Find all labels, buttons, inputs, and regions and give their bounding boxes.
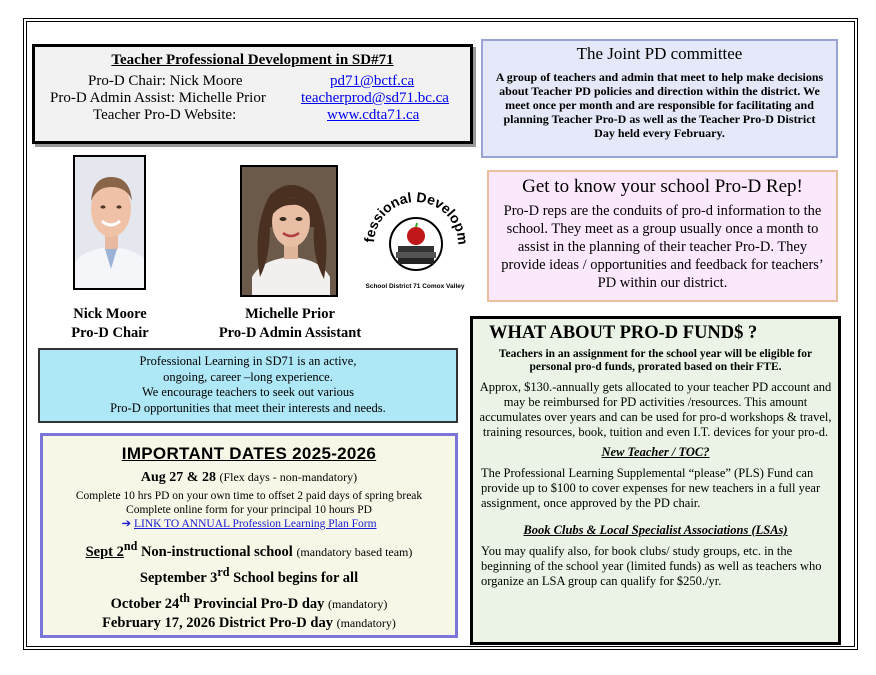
oct-24-date: October 24 [110,595,180,612]
funds-intro: Teachers in an assignment for the school year will be eligible for personal pro-d funds, prorated based on their FTE. [498,348,813,373]
sept-2-text: Non-instructional school [137,543,293,560]
sept-3-row [43,562,455,588]
contact-title: Teacher Professional Development in SD#71 [111,52,394,68]
nick-moore-caption [60,305,160,343]
plan-form-link-row [43,517,455,532]
website-label: Teacher Pro-D Website: [93,107,237,123]
sept-3-sup: rd [217,564,230,579]
chair-label: Pro-D Chair: Nick Moore [88,73,243,89]
nick-moore-photo [73,155,146,290]
aug-date: Aug 27 & 28 [140,470,216,485]
contact-row-admin [35,90,470,107]
joint-body: A group of teachers and admin that meet to help make decisions about Teacher PD policies and direction within the district. We meet once per month and are responsible for facilitating and planning Teacher Pro-D as well as the Teacher Pro-D District Day held every February. [495,70,824,140]
joint-title: The Joint PD committee [576,44,743,63]
sept-2-date: Sept 2 [85,543,124,560]
oct-24-text: Provincial Pro-D day [190,595,325,612]
contact-box [32,44,473,144]
learning-line-4: Pro-D opportunities that meet their interests and needs. [110,400,386,415]
toc-title: New Teacher / TOC? [601,445,710,459]
arrow-icon: ➔ [121,518,132,530]
aug-line-1: Complete 10 hrs PD on your own time to offset 2 paid days of spring break [75,490,423,502]
website-link[interactable]: www.cdta71.ca [327,107,420,123]
important-dates-box [40,433,458,638]
aug-flex-days [43,470,455,486]
nick-moore-role: Pro-D Chair [71,325,149,341]
sept-3-text: School begins for all [229,569,359,586]
sept-2-row [43,536,455,562]
oct-24-row [43,588,455,614]
sept-2-note: (mandatory based team) [296,544,413,559]
michelle-prior-photo [240,165,338,297]
rep-body: Pro-D reps are the conduits of pro-d information to the school. They meet as a group usually once a month to assist in the planning of their teacher Pro-D. They provide ideas / opportunities and feedback for teachers’ PD within our district. [501,203,824,291]
michelle-prior-caption [205,305,375,343]
admin-label: Pro-D Admin Assist: Michelle Prior [50,90,266,106]
pro-d-rep-box [487,170,838,302]
toc-body: The Professional Learning Supplemental “please” (PLS) Fund can provide up to $100 to cover expenses for new teachers in a full year assignment, once approved by the PD chair. [481,466,821,510]
chair-email-link[interactable]: pd71@bctf.ca [330,73,415,89]
sept-3-date: September 3 [139,569,218,586]
rep-title: Get to know your school Pro-D Rep! [522,176,803,197]
nick-moore-name: Nick Moore [73,306,147,322]
learning-line-1: Professional Learning in SD71 is an active, [139,354,357,368]
feb-17-text: February 17, 2026 District Pro-D day [102,615,333,632]
oct-24-sup: th [179,590,190,605]
clubs-body: You may qualify also, for book clubs/ study groups, etc. in the beginning of the school year (limited funds) as well as teachers who organize an LSA group can qualify for $250./yr. [481,544,822,588]
funds-approx: Approx, $130.-annually gets allocated to your teacher PD account and may be reimbursed for PD activities /resources. This amount accumulates over years and can be used for pro-d workshops & travel, training resources, book, tuition and even I.T. devices for your pro-d. [479,380,832,439]
sept-2-sup: nd [123,539,138,553]
contact-row-website [35,107,470,124]
pro-d-funds-box [470,316,841,645]
clubs-title: Book Clubs & Local Specialist Associations (LSAs) [523,523,788,537]
professional-development-logo [360,172,470,297]
michelle-prior-name: Michelle Prior [245,306,335,322]
feb-17-row [43,613,455,633]
michelle-prior-role: Pro-D Admin Assistant [218,325,362,341]
aug-note: (Flex days - non-mandatory) [219,470,358,484]
logo-arc-text: fessional Developm [360,188,470,246]
logo-sub-text: School District 71 Comox Valley [365,283,465,290]
learning-line-2: ongoing, career –long experience. [163,369,333,384]
funds-title: WHAT ABOUT PRO-D FUND$ ? [489,323,758,343]
dates-title: IMPORTANT DATES 2025-2026 [121,444,377,463]
contact-row-chair [35,73,470,90]
aug-line-2: Complete online form for your principal 10 hours PD [126,504,372,516]
joint-pd-box [481,39,838,158]
professional-learning-box [38,348,458,423]
oct-24-note: (mandatory) [328,596,388,611]
plan-form-link[interactable]: LINK TO ANNUAL Profession Learning Plan Form [133,518,377,530]
admin-email-link[interactable]: teacherprod@sd71.bc.ca [301,90,449,106]
learning-line-3: We encourage teachers to seek out various [141,385,355,399]
feb-17-note: (mandatory) [336,616,396,631]
